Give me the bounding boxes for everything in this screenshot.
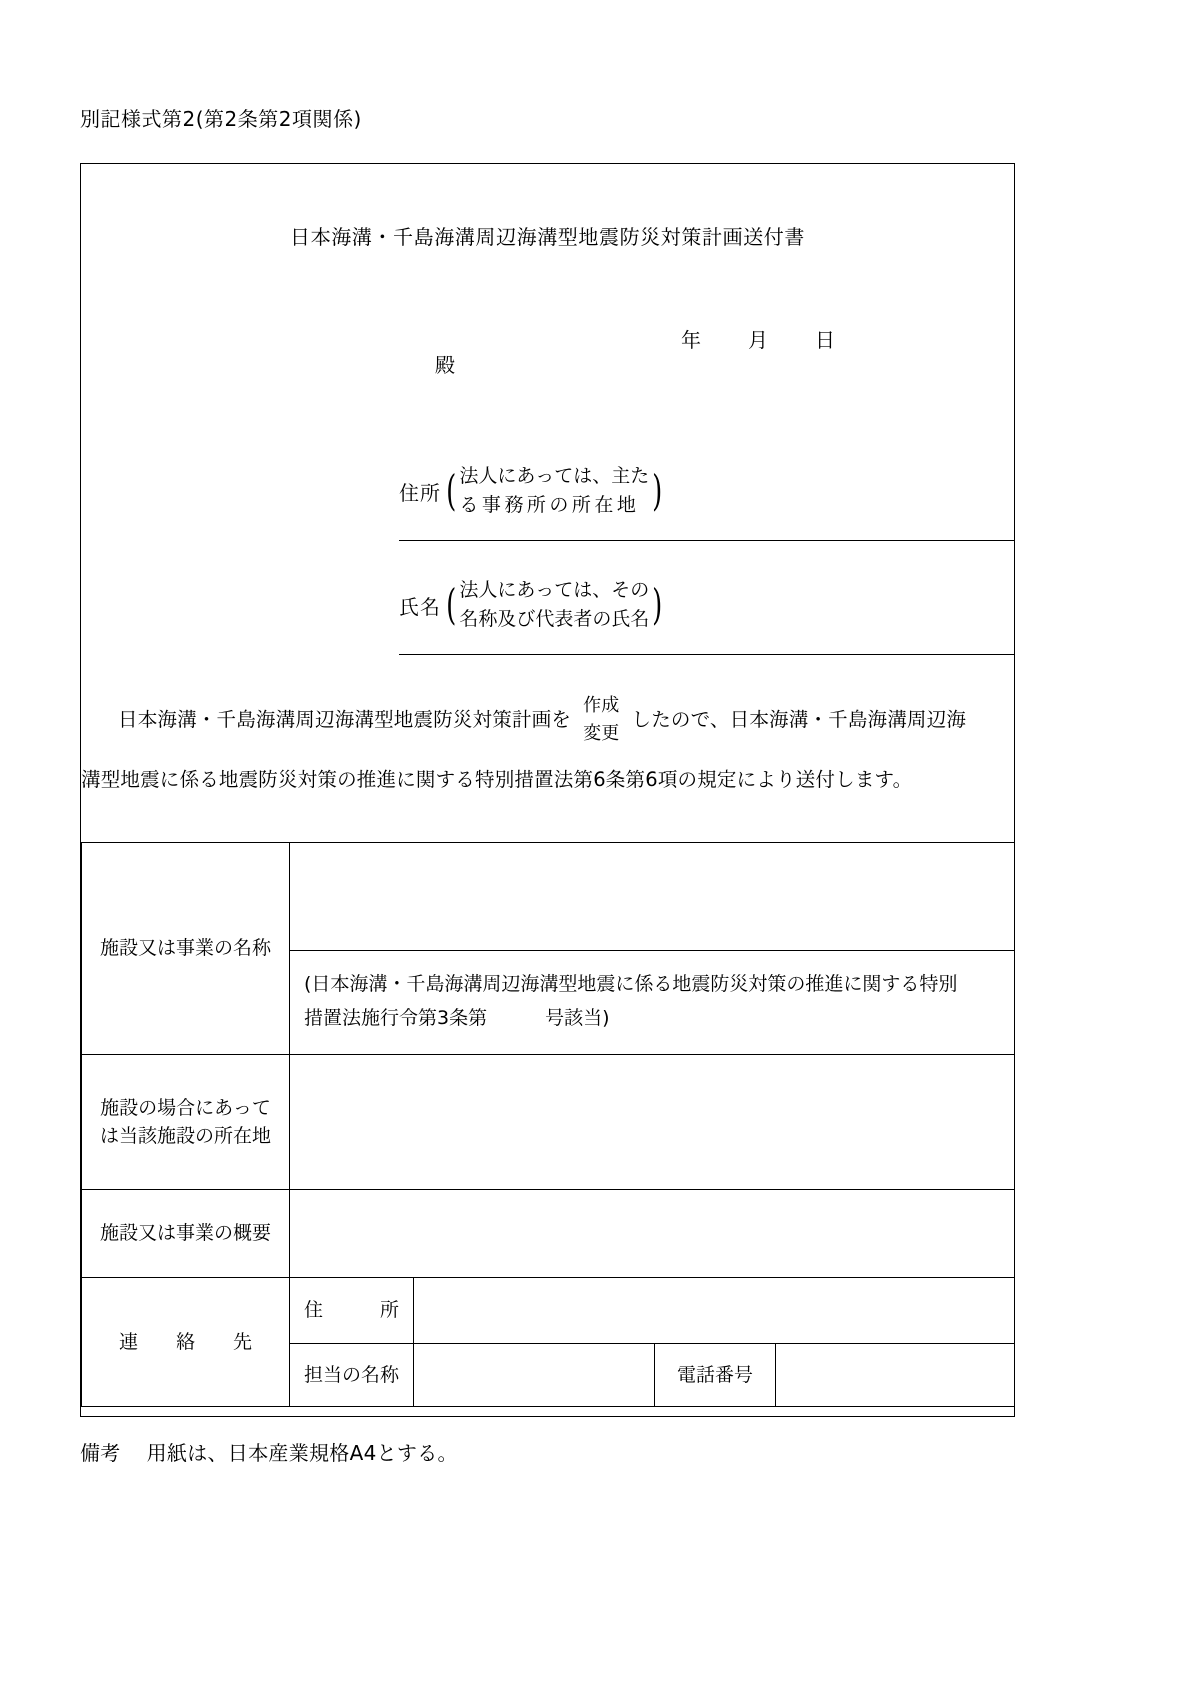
date-day-label: 日 bbox=[815, 328, 836, 352]
address-note-line1: 法人にあっては、主た bbox=[459, 465, 650, 487]
date-line bbox=[681, 324, 836, 353]
table-row-outline bbox=[82, 1190, 1015, 1278]
action-option-change: 変更 bbox=[583, 723, 620, 745]
footnote-text: 用紙は、日本産業規格A4とする。 bbox=[146, 1441, 458, 1465]
form-reference: 別記様式第2(第2条第2項関係) bbox=[80, 107, 362, 131]
addressee-honorific: 殿 bbox=[435, 353, 455, 377]
body-line1-before: 日本海溝・千島海溝周辺海溝型地震防災対策計画を bbox=[118, 707, 572, 731]
submitter-name-block bbox=[399, 576, 666, 635]
contact-phone-value[interactable] bbox=[776, 1344, 1015, 1407]
footnote bbox=[80, 1437, 458, 1466]
table-row-facility-name-value bbox=[82, 843, 1015, 951]
submitter-address-block bbox=[399, 462, 666, 521]
footnote-label: 備考 bbox=[80, 1441, 121, 1465]
right-paren-address: ) bbox=[652, 466, 663, 516]
address-note bbox=[459, 462, 649, 521]
body-line-2: 溝型地震に係る地震防災対策の推進に関する特別措置法第6条第6項の規定により送付します。 bbox=[81, 768, 913, 791]
facility-name-note-line1: (日本海溝・千島海溝周辺海溝型地震に係る地震防災対策の推進に関する特別 bbox=[304, 973, 958, 996]
table-row-contact-address bbox=[82, 1278, 1015, 1344]
contact-person-label: 担当の名称 bbox=[290, 1344, 414, 1407]
body-line-1 bbox=[118, 694, 966, 747]
facility-name-note bbox=[290, 954, 1014, 1051]
location-value[interactable] bbox=[290, 1055, 1015, 1190]
contact-address-value[interactable] bbox=[414, 1278, 1015, 1344]
contact-address-label: 住 所 bbox=[290, 1278, 414, 1344]
action-option-create: 作成 bbox=[583, 695, 620, 716]
form-frame bbox=[80, 163, 1015, 1417]
date-month-label: 月 bbox=[748, 328, 769, 352]
facility-name-note-line2 bbox=[304, 1002, 1000, 1035]
document-title: 日本海溝・千島海溝周辺海溝型地震防災対策計画送付書 bbox=[290, 225, 805, 249]
address-write-line bbox=[399, 540, 1014, 541]
location-label-line2: は当該施設の所在地 bbox=[99, 1125, 271, 1147]
name-label: 氏名 bbox=[399, 594, 441, 619]
action-choice bbox=[583, 694, 619, 747]
body-line1-after: したので、日本海溝・千島海溝周辺海 bbox=[631, 707, 967, 731]
name-note-line1: 法人にあっては、その bbox=[459, 579, 650, 601]
left-paren-name: ( bbox=[446, 580, 457, 630]
facility-name-value[interactable] bbox=[290, 843, 1015, 951]
name-note-line2: 名称及び代表者の氏名 bbox=[459, 608, 650, 631]
address-label: 住所 bbox=[399, 480, 441, 505]
facility-name-note-line2-b: 号該当) bbox=[545, 1006, 610, 1029]
contact-label: 連 絡 先 bbox=[82, 1278, 290, 1407]
date-year-label: 年 bbox=[681, 328, 702, 352]
table-row-location bbox=[82, 1055, 1015, 1190]
form-table bbox=[81, 842, 1015, 1407]
outline-label: 施設又は事業の概要 bbox=[82, 1190, 290, 1278]
contact-person-value[interactable] bbox=[414, 1344, 655, 1407]
name-note bbox=[459, 576, 649, 635]
outline-value[interactable] bbox=[290, 1190, 1015, 1278]
contact-phone-label: 電話番号 bbox=[655, 1344, 776, 1407]
right-paren-name: ) bbox=[652, 580, 663, 630]
location-label bbox=[82, 1055, 290, 1190]
location-label-line1: 施設の場合にあって bbox=[100, 1096, 271, 1119]
facility-name-label: 施設又は事業の名称 bbox=[82, 843, 290, 1055]
left-paren-address: ( bbox=[446, 466, 457, 516]
facility-name-note-line2-a: 措置法施行令第3条第 bbox=[304, 1006, 488, 1029]
facility-name-note-cell bbox=[290, 951, 1015, 1055]
address-note-line2: る事務所の所在地 bbox=[459, 494, 640, 517]
name-write-line bbox=[399, 654, 1014, 655]
